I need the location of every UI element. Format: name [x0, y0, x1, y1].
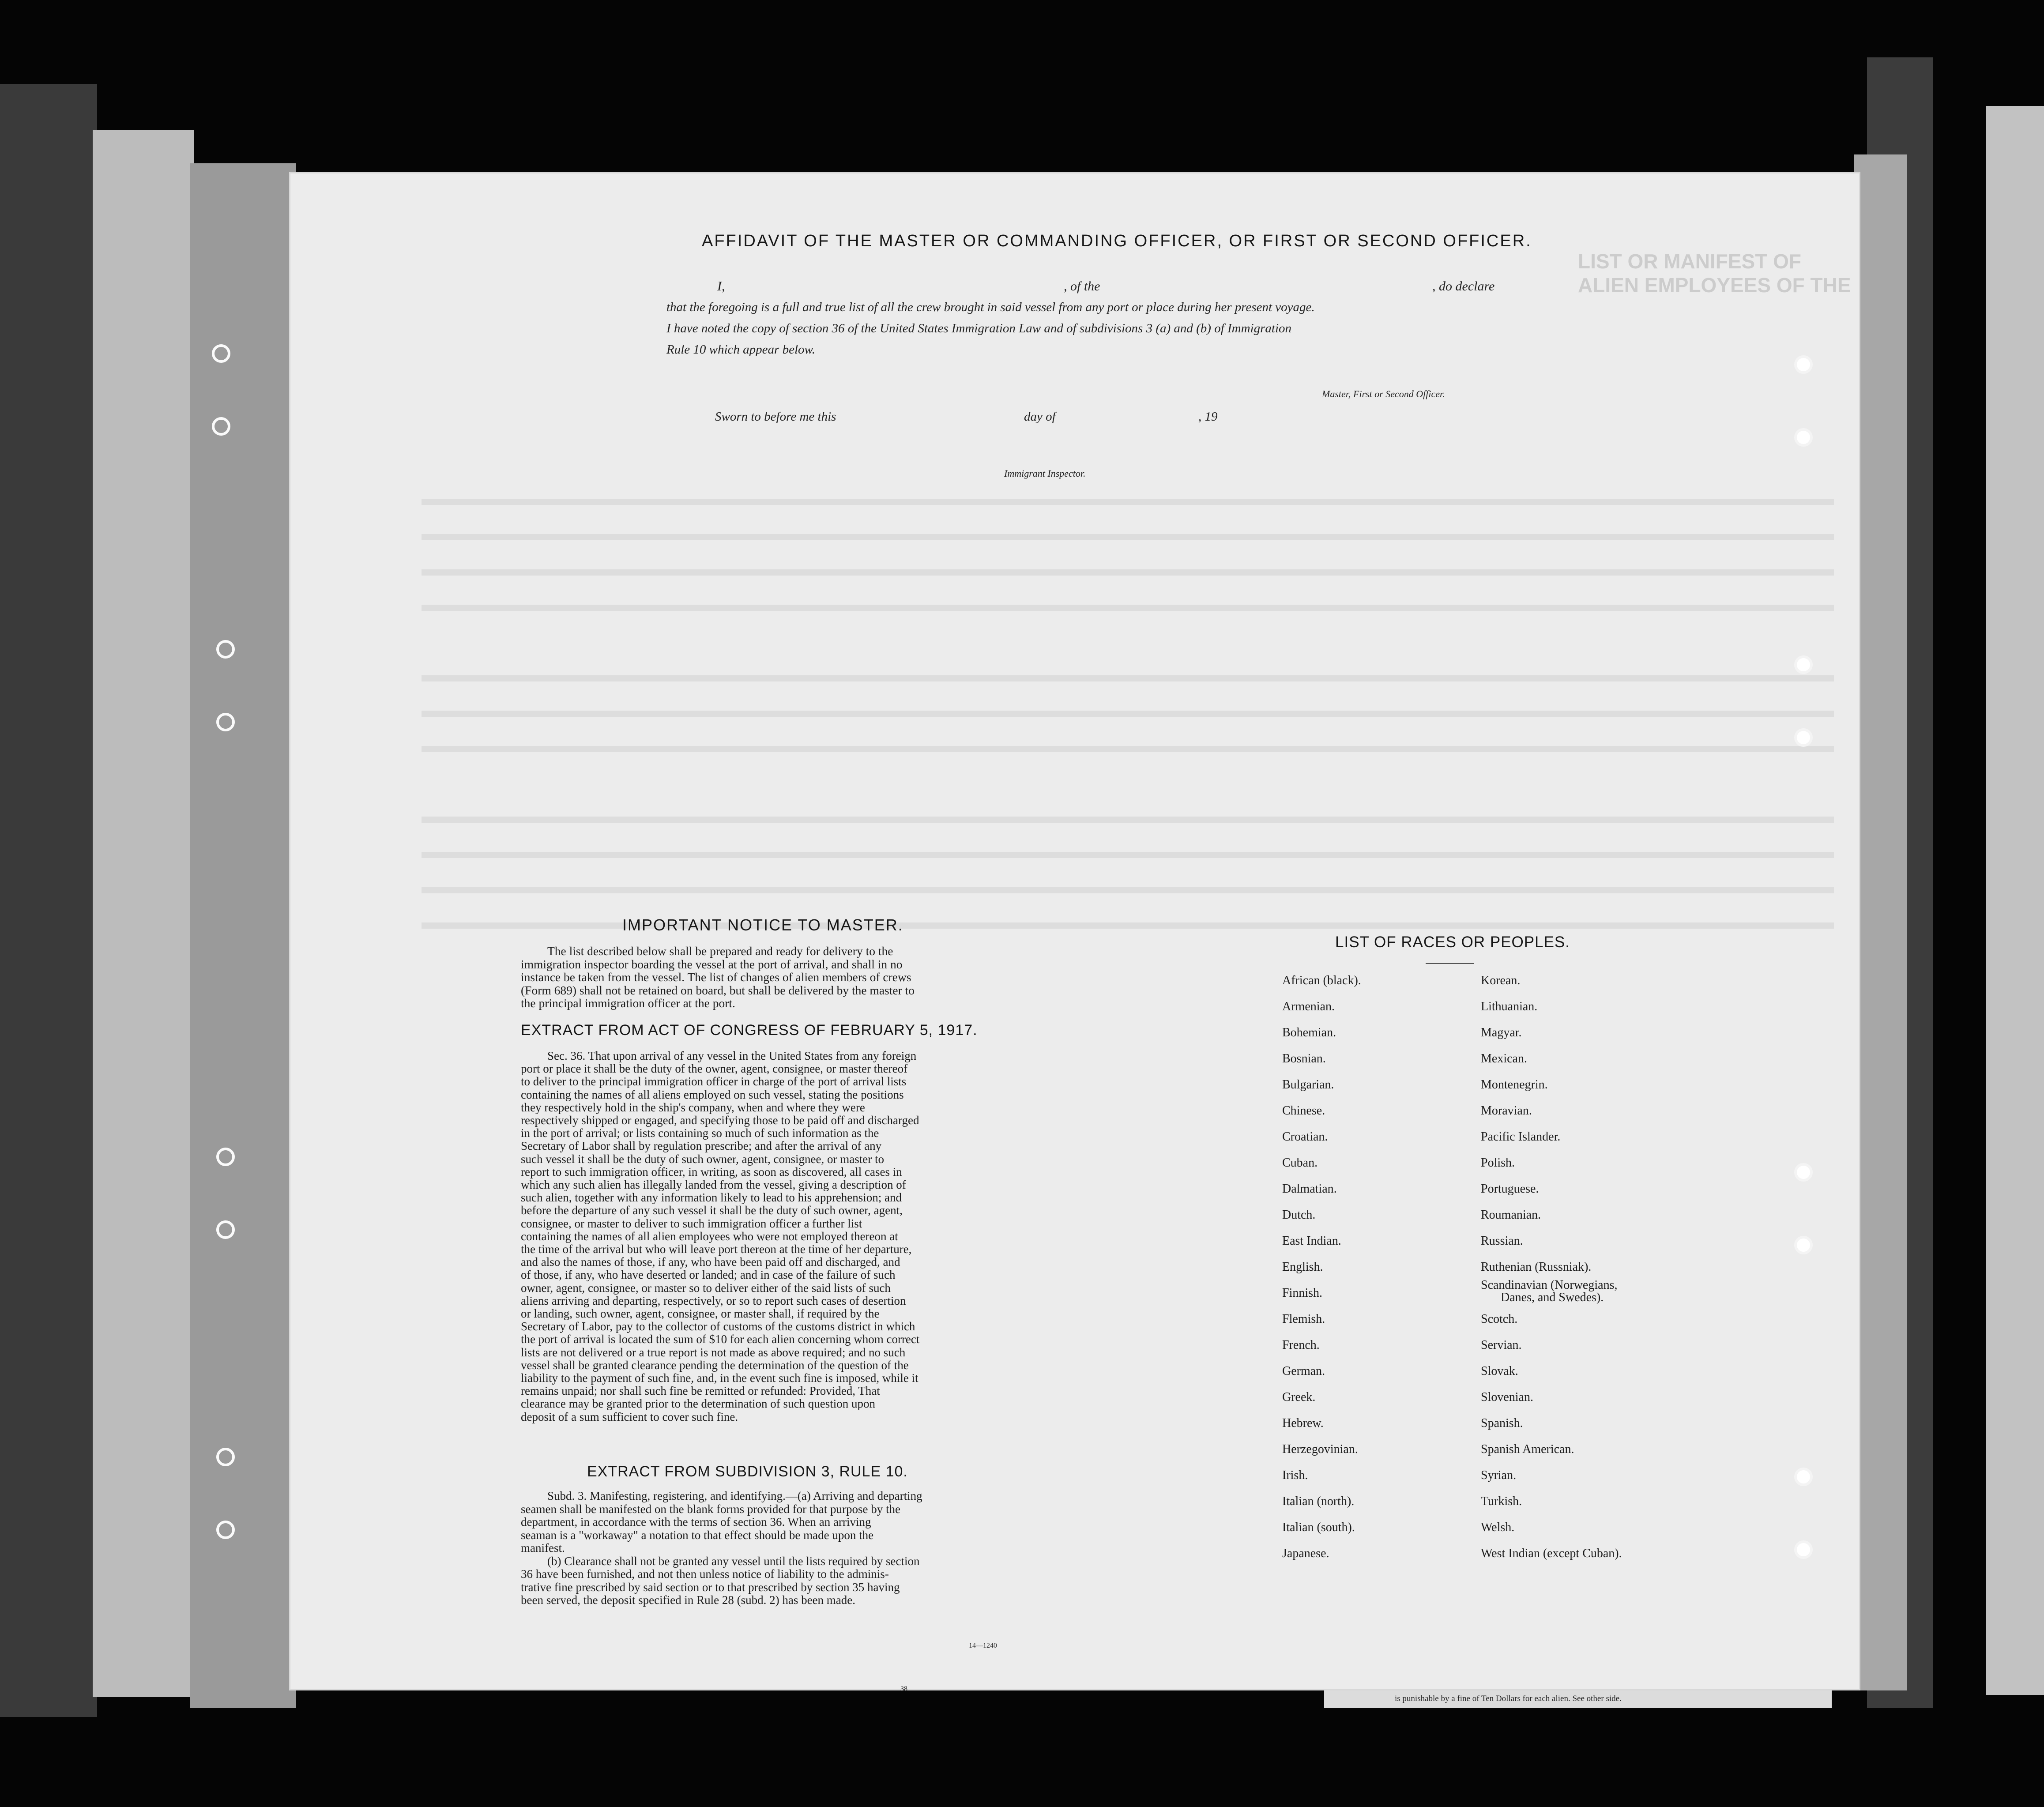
act-line: owner, agent, consignee, or master so to deliver either of the said lists of such	[521, 1281, 891, 1295]
race-item: Italian (north).	[1282, 1495, 1355, 1508]
scan-frame-left	[0, 84, 97, 1717]
underlying-page-edge-right	[1854, 154, 1907, 1690]
races-right-column	[1470, 974, 1682, 1561]
rule-line: trative fine prescribed by said section or to that prescribed by section 35 having	[521, 1580, 900, 1594]
act-line: remains unpaid; nor shall such fine be remitted or refunded: Provided, That	[521, 1384, 880, 1398]
act-line: Sec. 36. That upon arrival of any vessel in the United States from any foreign	[547, 1049, 917, 1062]
race-item: Dalmatian.	[1282, 1182, 1337, 1196]
bleed-row	[422, 499, 1834, 505]
act-line: of those, if any, who have deserted or landed; and in case of the failure of such	[521, 1268, 896, 1282]
punch-hole	[216, 1521, 235, 1539]
race-item: Chinese.	[1282, 1104, 1325, 1118]
punch-hole	[212, 344, 230, 363]
affidavit-line-2: I have noted the copy of section 36 of the United States Immigration Law and of subdivisions 3 (a) and (b) of Immigration	[666, 321, 1292, 335]
affidavit-line-3: Rule 10 which appear below.	[666, 343, 815, 357]
race-item: Servian.	[1481, 1338, 1522, 1352]
race-item: Bulgarian.	[1282, 1078, 1334, 1092]
affidavit-do-declare-label: , do declare	[1432, 279, 1495, 294]
race-item: Roumanian.	[1481, 1208, 1541, 1222]
punch-hole	[1794, 1468, 1813, 1486]
race-item: Slovak.	[1481, 1364, 1518, 1378]
race-item: Japanese.	[1282, 1547, 1329, 1560]
act-line: the time of the arrival but who will leave port thereon at the time of her departure,	[521, 1242, 912, 1256]
race-item: Lithuanian.	[1481, 1000, 1538, 1013]
bleed-row	[422, 817, 1834, 823]
extract-rule-body	[521, 1490, 1033, 1607]
race-item: Italian (south).	[1282, 1521, 1355, 1534]
bleed-row	[422, 887, 1834, 893]
race-item: Danes, and Swedes).	[1501, 1291, 1604, 1304]
act-line: consignee, or master to deliver to such immigration officer a further list	[521, 1216, 862, 1230]
act-line: the port of arrival is located the sum of $10 for each alien concerning whom correct	[521, 1333, 920, 1346]
race-item: Mexican.	[1481, 1052, 1527, 1065]
inspector-label: Immigrant Inspector.	[1004, 468, 1086, 479]
extract-act-title: EXTRACT FROM ACT OF CONGRESS OF FEBRUARY 5, 1917.	[521, 1022, 978, 1039]
act-line: Secretary of Labor shall by regulation prescribe; and after the arrival of any	[521, 1139, 882, 1153]
act-line: port or place it shall be the duty of the owner, agent, consignee, or master thereof	[521, 1062, 908, 1076]
race-item: Spanish.	[1481, 1416, 1523, 1430]
act-line: which any such alien has illegally landed from the vessel, giving a description of	[521, 1178, 906, 1192]
punch-hole	[1794, 355, 1813, 374]
rule-line: seamen shall be manifested on the blank forms provided for that purpose by the	[521, 1502, 901, 1516]
rule-line: been served, the deposit specified in Rule 28 (subd. 2) has been made.	[521, 1593, 856, 1607]
punch-hole	[1794, 728, 1813, 747]
punch-hole	[1794, 1163, 1813, 1182]
notice-line: immigration inspector boarding the vessel at the port of arrival, and shall in no	[521, 957, 903, 971]
race-item: Pacific Islander.	[1481, 1130, 1561, 1144]
punch-hole	[1794, 1540, 1813, 1559]
bleed-through-header: LIST OR MANIFEST OF ALIEN EMPLOYEES OF THE	[1578, 250, 1851, 297]
affidavit-line-1: that the foregoing is a full and true list of all the crew brought in said vessel from any port or place during her present voyage.	[666, 300, 1315, 314]
rule-line: seaman is a "workaway" a notation to that effect should be made upon the	[521, 1528, 874, 1542]
bleed-row	[422, 711, 1834, 717]
notice-body	[521, 945, 1033, 1010]
race-item: Hebrew.	[1282, 1416, 1324, 1430]
races-title-rule	[1426, 963, 1474, 964]
race-item: Portuguese.	[1481, 1182, 1539, 1196]
notice-line: (Form 689) shall not be retained on board, but shall be delivered by the master to	[521, 983, 915, 997]
punch-hole	[216, 640, 235, 659]
race-item: West Indian (except Cuban).	[1481, 1547, 1622, 1560]
race-item: Bosnian.	[1282, 1052, 1326, 1065]
race-item: Syrian.	[1481, 1468, 1517, 1482]
rule-line: manifest.	[521, 1541, 565, 1555]
race-item: Welsh.	[1481, 1521, 1515, 1534]
neighbor-page-right	[1986, 106, 2044, 1695]
act-line: containing the names of all aliens employed on such vessel, stating the positions	[521, 1088, 904, 1101]
affidavit-title: AFFIDAVIT OF THE MASTER OR COMMANDING OFFICER, OR FIRST OR SECOND OFFICER.	[702, 232, 1532, 250]
year-label: , 19	[1198, 410, 1218, 424]
race-item: Bohemian.	[1282, 1026, 1336, 1039]
notice-title: IMPORTANT NOTICE TO MASTER.	[622, 916, 903, 934]
form-number: 14—1240	[969, 1642, 997, 1649]
race-item: Croatian.	[1282, 1130, 1328, 1144]
act-line: and also the names of those, if any, who have been paid off and discharged, and	[521, 1255, 900, 1269]
act-line: report to such immigration officer, in writing, as soon as discovered, all cases in	[521, 1165, 902, 1178]
act-line: or landing, such owner, agent, consignee, or master shall, if required by the	[521, 1307, 880, 1321]
act-line: in the port of arrival; or lists containing so much of such information as the	[521, 1126, 879, 1140]
punch-hole	[216, 1448, 235, 1466]
race-item: Scandinavian (Norwegians,	[1481, 1278, 1618, 1292]
affidavit-i-label: I,	[717, 279, 725, 294]
race-item: Irish.	[1282, 1468, 1308, 1482]
act-line: liability to the payment of such fine, and, in the event such fine is imposed, while it	[521, 1371, 918, 1385]
punch-hole	[216, 1220, 235, 1239]
race-item: Armenian.	[1282, 1000, 1335, 1013]
act-line: deposit of a sum sufficient to cover such fine.	[521, 1410, 738, 1423]
race-item: Polish.	[1481, 1156, 1515, 1170]
underlying-page-edge-left	[190, 163, 296, 1708]
act-line: respectively shipped or engaged, and specifying those to be paid off and discharged	[521, 1114, 919, 1127]
race-item: Herzegovinian.	[1282, 1442, 1358, 1456]
races-left-column	[1282, 974, 1468, 1561]
rule-line: (b) Clearance shall not be granted any vessel until the lists required by section	[547, 1554, 920, 1568]
bleed-row	[422, 675, 1834, 681]
act-line: lists are not delivered or a true report is not made as above required; and no such	[521, 1345, 906, 1359]
punch-hole	[1794, 655, 1813, 674]
sworn-label: Sworn to before me this	[715, 410, 836, 424]
races-title: LIST OF RACES OR PEOPLES.	[1335, 934, 1570, 951]
race-item: French.	[1282, 1338, 1320, 1352]
bleed-row	[422, 746, 1834, 752]
race-item: Turkish.	[1481, 1495, 1522, 1508]
notice-line: The list described below shall be prepared and ready for delivery to the	[547, 944, 893, 958]
day-of-label: day of	[1024, 410, 1056, 424]
master-signature-label: Master, First or Second Officer.	[1322, 388, 1445, 399]
act-line: such vessel it shall be the duty of such owner, agent, consignee, or master to	[521, 1152, 884, 1166]
race-item: Scotch.	[1481, 1312, 1518, 1326]
race-item: Moravian.	[1481, 1104, 1532, 1118]
race-item: Magyar.	[1481, 1026, 1522, 1039]
race-item: African (black).	[1282, 974, 1361, 987]
act-line: to deliver to the principal immigration officer in charge of the port of arrival lists	[521, 1075, 907, 1088]
race-item: Greek.	[1282, 1390, 1316, 1404]
extract-rule-title: EXTRACT FROM SUBDIVISION 3, RULE 10.	[587, 1463, 908, 1480]
race-item: Flemish.	[1282, 1312, 1325, 1326]
act-line: containing the names of all alien employees who were not employed thereon at	[521, 1229, 898, 1243]
race-item: Finnish.	[1282, 1286, 1323, 1300]
act-line: clearance may be granted prior to the determination of such question upon	[521, 1397, 875, 1411]
act-line: such alien, together with any information likely to lead to his apprehension; and	[521, 1191, 902, 1205]
page-number: 38	[900, 1685, 907, 1693]
race-item: Slovenian.	[1481, 1390, 1533, 1404]
act-line: vessel shall be granted clearance pending the determination of the question of the	[521, 1358, 909, 1372]
bottom-note: is punishable by a fine of Ten Dollars for each alien. See other side.	[1395, 1694, 1622, 1703]
race-item: Cuban.	[1282, 1156, 1318, 1170]
bleed-row	[422, 852, 1834, 858]
notice-line: instance be taken from the vessel. The list of changes of alien members of crews	[521, 970, 911, 984]
rule-line: Subd. 3. Manifesting, registering, and identifying.—(a) Arriving and departing	[547, 1489, 922, 1502]
punch-hole	[1794, 1236, 1813, 1254]
punch-hole	[212, 417, 230, 436]
punch-hole	[1794, 428, 1813, 447]
race-item: Russian.	[1481, 1234, 1523, 1248]
race-item: East Indian.	[1282, 1234, 1341, 1248]
act-line: aliens arriving and departing, respectively, or so to report such cases of desertion	[521, 1294, 906, 1307]
race-item: Korean.	[1481, 974, 1521, 987]
rule-line: 36 have been furnished, and not then unless notice of liability to the adminis-	[521, 1567, 889, 1581]
race-item: Dutch.	[1282, 1208, 1316, 1222]
race-item: English.	[1282, 1260, 1323, 1274]
punch-hole	[216, 1148, 235, 1166]
act-line: they respectively hold in the ship's company, when and where they were	[521, 1100, 865, 1114]
bleed-row	[422, 569, 1834, 576]
extract-act-body	[521, 1050, 1033, 1423]
punch-hole	[216, 713, 235, 731]
act-line: before the departure of any such vessel it shall be the duty of such owner, agent,	[521, 1204, 903, 1217]
race-item: Spanish American.	[1481, 1442, 1574, 1456]
underlying-pages-left	[93, 130, 194, 1697]
rule-line: department, in accordance with the terms of section 36. When an arriving	[521, 1515, 871, 1528]
bleed-row	[422, 605, 1834, 611]
race-item: German.	[1282, 1364, 1325, 1378]
act-line: Secretary of Labor, pay to the collector of customs of the customs district in which	[521, 1320, 915, 1333]
race-item: Ruthenian (Russniak).	[1481, 1260, 1592, 1274]
bleed-row	[422, 534, 1834, 540]
race-item: Montenegrin.	[1481, 1078, 1548, 1092]
notice-line: the principal immigration officer at the port.	[521, 996, 735, 1010]
affidavit-of-the-label: , of the	[1064, 279, 1100, 294]
